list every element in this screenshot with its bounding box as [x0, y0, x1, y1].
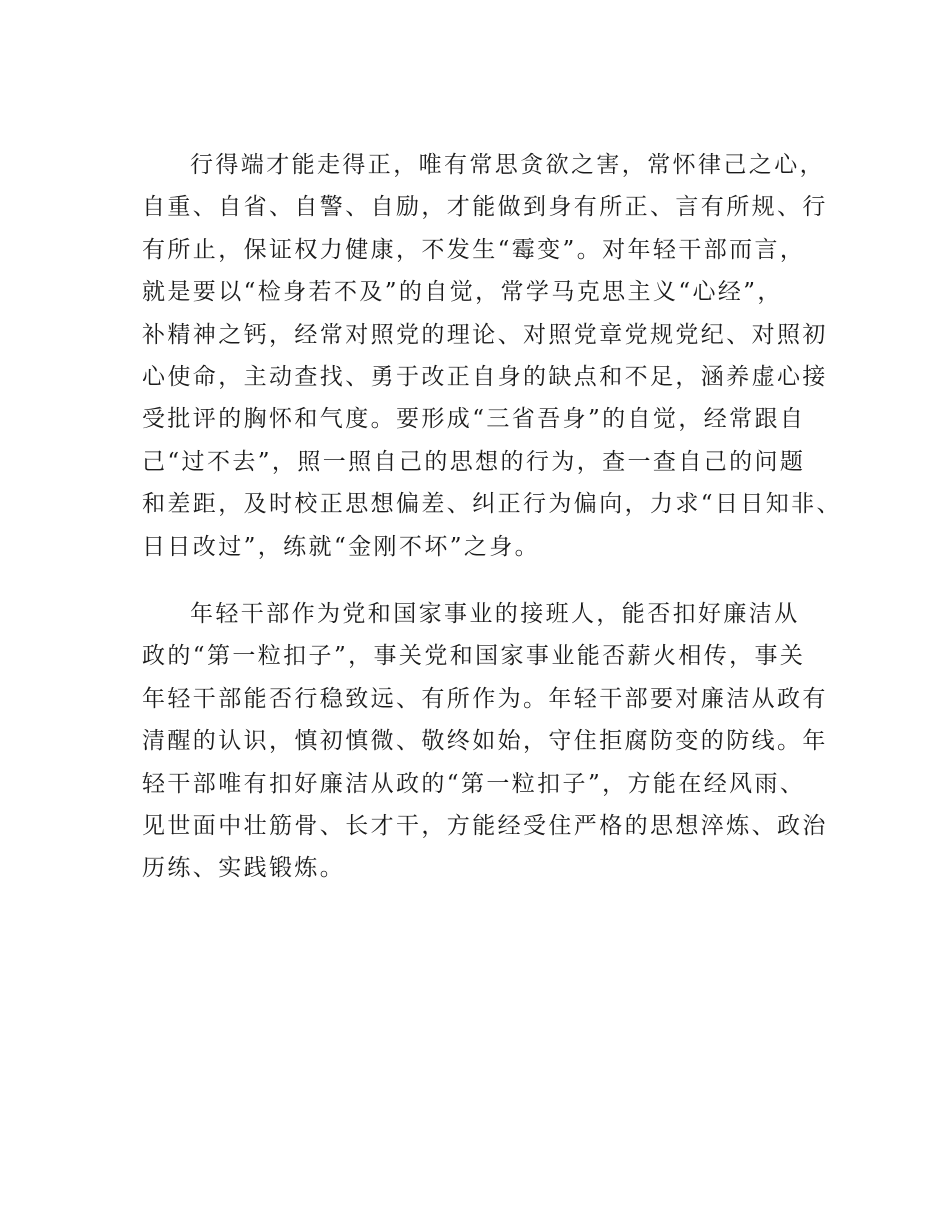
paragraph-line: 受批评的胸怀和气度。要形成“三省吾身”的自觉，经常跟自: [142, 406, 806, 433]
paragraph-line: 行得端才能走得正，唯有常思贪欲之害，常怀律己之心，: [190, 152, 825, 178]
paragraph-line: 历练、实践锻炼。: [142, 855, 346, 882]
paragraph-line: 就是要以“检身若不及”的自觉，常学马克思主义“心经”，: [142, 279, 783, 306]
paragraph-line: 政的“第一粒扣子”，事关党和国家事业能否薪火相传，事关: [142, 643, 806, 670]
paragraph-line: 见世面中壮筋骨、长才干，方能经受住严格的思想淬炼、政治: [142, 812, 828, 839]
paragraph-line: 己“过不去”，照一照自己的思想的行为，查一查自己的问题: [142, 448, 806, 475]
paragraph-line: 自重、自省、自警、自励，才能做到身有所正、言有所规、行: [142, 194, 828, 221]
paragraph-line: 年轻干部能否行稳致远、有所作为。年轻干部要对廉洁从政有: [142, 685, 828, 712]
paragraph-line: 有所止，保证权力健康，不发生“霉变”。对年轻干部而言，: [142, 236, 806, 263]
paragraph-line: 心使命，主动查找、勇于改正自身的缺点和不足，涵养虚心接: [142, 363, 828, 390]
paragraph-line: 清醒的认识，慎初慎微、敬终如始，守住拒腐防变的防线。年: [142, 728, 828, 755]
paragraph-2: [142, 593, 828, 890]
paragraph-line: 年轻干部作为党和国家事业的接班人，能否扣好廉洁从: [190, 601, 800, 627]
paragraph-line: 和差距，及时校正思想偏差、纠正行为偏向，力求“日日知非、: [142, 491, 842, 518]
paragraph-line: 轻干部唯有扣好廉洁从政的“第一粒扣子”，方能在经风雨、: [142, 770, 806, 797]
paragraph-line: 日日改过”，练就“金刚不坏”之身。: [142, 533, 541, 560]
paragraph-1: [142, 144, 842, 568]
paragraph-line: 补精神之钙，经常对照党的理论、对照党章党规党纪、对照初: [142, 321, 828, 348]
